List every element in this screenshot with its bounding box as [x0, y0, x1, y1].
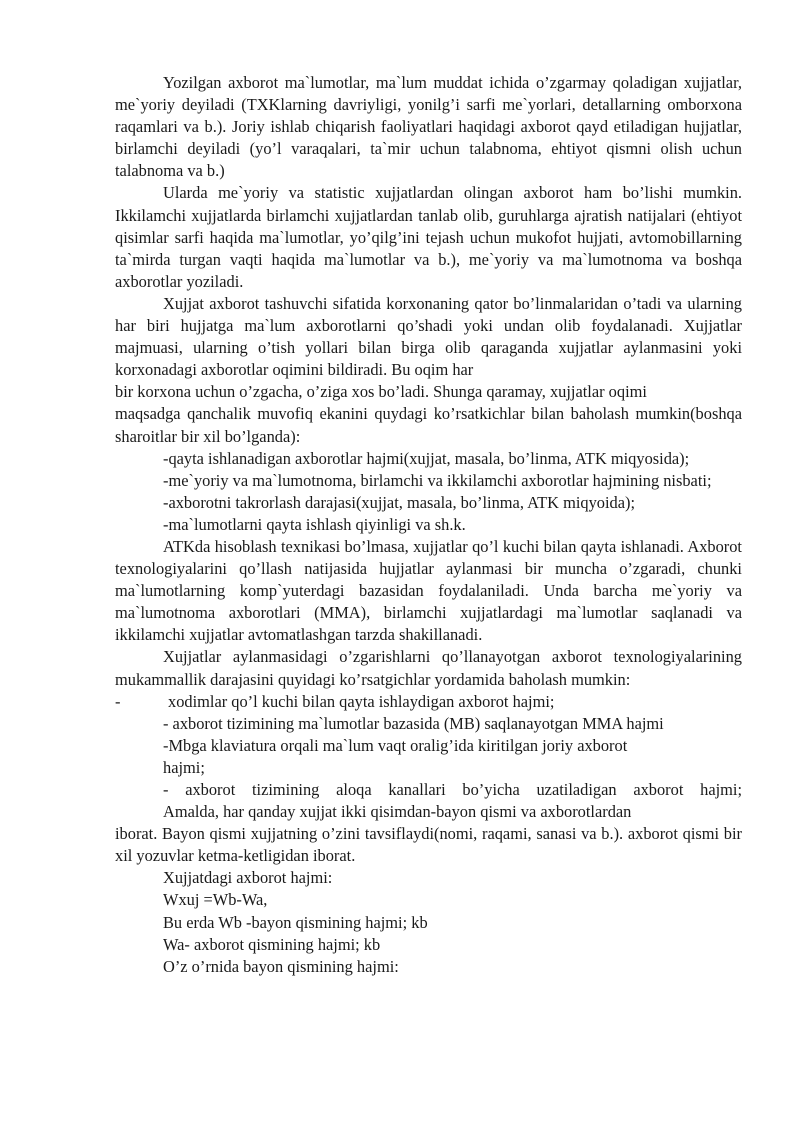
formula-legend-wb: Bu erda Wb -bayon qismining hajmi; kb: [163, 912, 428, 932]
list-dash: -: [115, 691, 121, 711]
list-item-text: xodimlar qo’l kuchi bilan qayta ishlaydigan axborot hajmi;: [168, 691, 555, 711]
formula-document-volume: Wxuj =Wb-Wa,: [163, 890, 268, 910]
paragraph-statement-volume: O’z o’rnida bayon qismining hajmi:: [163, 956, 399, 976]
paragraph-secondary-documents: Ularda me`yoriy va statistic xujjatlardan olingan axborot ham bo’lishi mumkin. Ikkilamchi xujjatlarda birlamchi xujjatlardan tanlab olib, guruhlarga ajratish natijalari (ehtiyot qisimlar sarfi haqida ma`lumotlar, yo’qilg’ini tejash uchun mukofot hujjati, avtomobillarning ta`mirda turgan vaqti haqida ma`lumotlar va b.), me`yoriy va ma`lumotnoma va boshqa axborotlar yoziladi.: [115, 183, 742, 291]
paragraph-document-flow: Xujjat axborot tashuvchi sifatida korxonaning qator bo’linmalaridan o’tadi va ularning har biri hujjatga ma`lum axborotlarni qo’shadi yoki undan olib foydalanadi. Xujjatlar majmuasi, ularning o’tish yollari bilan birga olib qaraganda xujjatlar aylanmasini yoki korxonadagi axborotlar oqimini bildiradi. Bu oqim har: [115, 293, 742, 380]
list-item-processed-volume: -qayta ishlanadigan axborotlar hajmi(xujjat, masala, bo’linma, ATK miqyosida);: [163, 448, 690, 468]
paragraph-document-parts-cont: iborat. Bayon qismi xujjatning o’zini tavsiflaydi(nomi, raqami, sanasi va b.). axborot qismi bir xil yozuvlar ketma-ketligidan iborat.: [115, 824, 742, 866]
document-page: [115, 72, 742, 978]
list-item-channel-volume: - axborot tizimining aloqa kanallari bo’yicha uzatiladigan axborot hajmi;: [163, 780, 742, 799]
paragraph-document-flow-criteria: maqsadga qanchalik muvofiq ekanini quydagi ko’rsatkichlar bilan baholash mumkin(boshqa sharoitlar bir xil bo’lganda):: [115, 404, 742, 446]
list-item-mma-volume: - axborot tizimining ma`lumotlar bazasida (MB) saqlanayotgan MMA hajmi: [163, 713, 664, 733]
list-item-keyboard-input: -Mbga klaviatura orqali ma`lum vaqt oralig’ida kiritilgan joriy axborot: [163, 735, 628, 755]
paragraph-document-flow-cont: bir korxona uchun o’zgacha, o’ziga xos bo’ladi. Shunga qaramay, xujjatlar oqimi: [115, 382, 647, 402]
list-item-repetition: -axborotni takrorlash darajasi(xujjat, masala, bo’linma, ATK miqyoida);: [163, 492, 636, 512]
paragraph-document-parts: Amalda, har qanday xujjat ikki qisimdan-bayon qismi va axborotlardan: [163, 802, 632, 822]
paragraph-evaluation-indicators: Xujjatlar aylanmasidagi o’zgarishlarni qo’llanayotgan axborot texnologiyalarining mukammallik darajasini quyidagi ko’rsatgichlar yordamida baholash mumkin:: [115, 647, 742, 689]
paragraph-normative-documents: Yozilgan axborot ma`lumotlar, ma`lum muddat ichida o’zgarmay qoladigan xujjatlar, me`yoriy deyiladi (TXKlarning davriyligi, yonilg’i sarfi me`yorlari, detallarning omborxona raqamlari va b.). Joriy ishlab chiqarish faoliyatlari haqidagi axborot qayd etiladigan hujjatlar, birlamchi deyiladi (yo’l varaqalari, ta`mir uchun talabnoma, ehtiyot qismni olish uchun talabnoma va b.): [115, 73, 742, 181]
list-item-processing-difficulty: -ma`lumotlarni qayta ishlash qiyinligi va sh.k.: [163, 514, 466, 534]
list-item-manual-volume: [115, 691, 742, 713]
paragraph-volume-heading: Xujjatdagi axborot hajmi:: [163, 868, 333, 888]
formula-legend-wa: Wa- axborot qismining hajmi; kb: [163, 934, 381, 954]
list-item-keyboard-input-cont: hajmi;: [163, 757, 205, 777]
list-item-info-ratio: -me`yoriy va ma`lumotnoma, birlamchi va ikkilamchi axborotlar hajmining nisbati;: [163, 470, 712, 490]
paragraph-computing-technology: ATKda hisoblash texnikasi bo’lmasa, xujjatlar qo’l kuchi bilan qayta ishlanadi. Axborot texnologiyalarini qo’llash natijasida hujjatlar aylanmasi bir muncha o’zgaradi, chunki ma`lumotlarning komp`yuterdagi bazasidan foydalaniladi. Unda barcha me`yoriy va ma`lumotnoma axborotlari (MMA), birlamchi xujjatlardagi ma`lumotlar saqlanadi va ikkilamchi xujjatlar avtomatlashgan tarzda shakillanadi.: [115, 536, 742, 645]
